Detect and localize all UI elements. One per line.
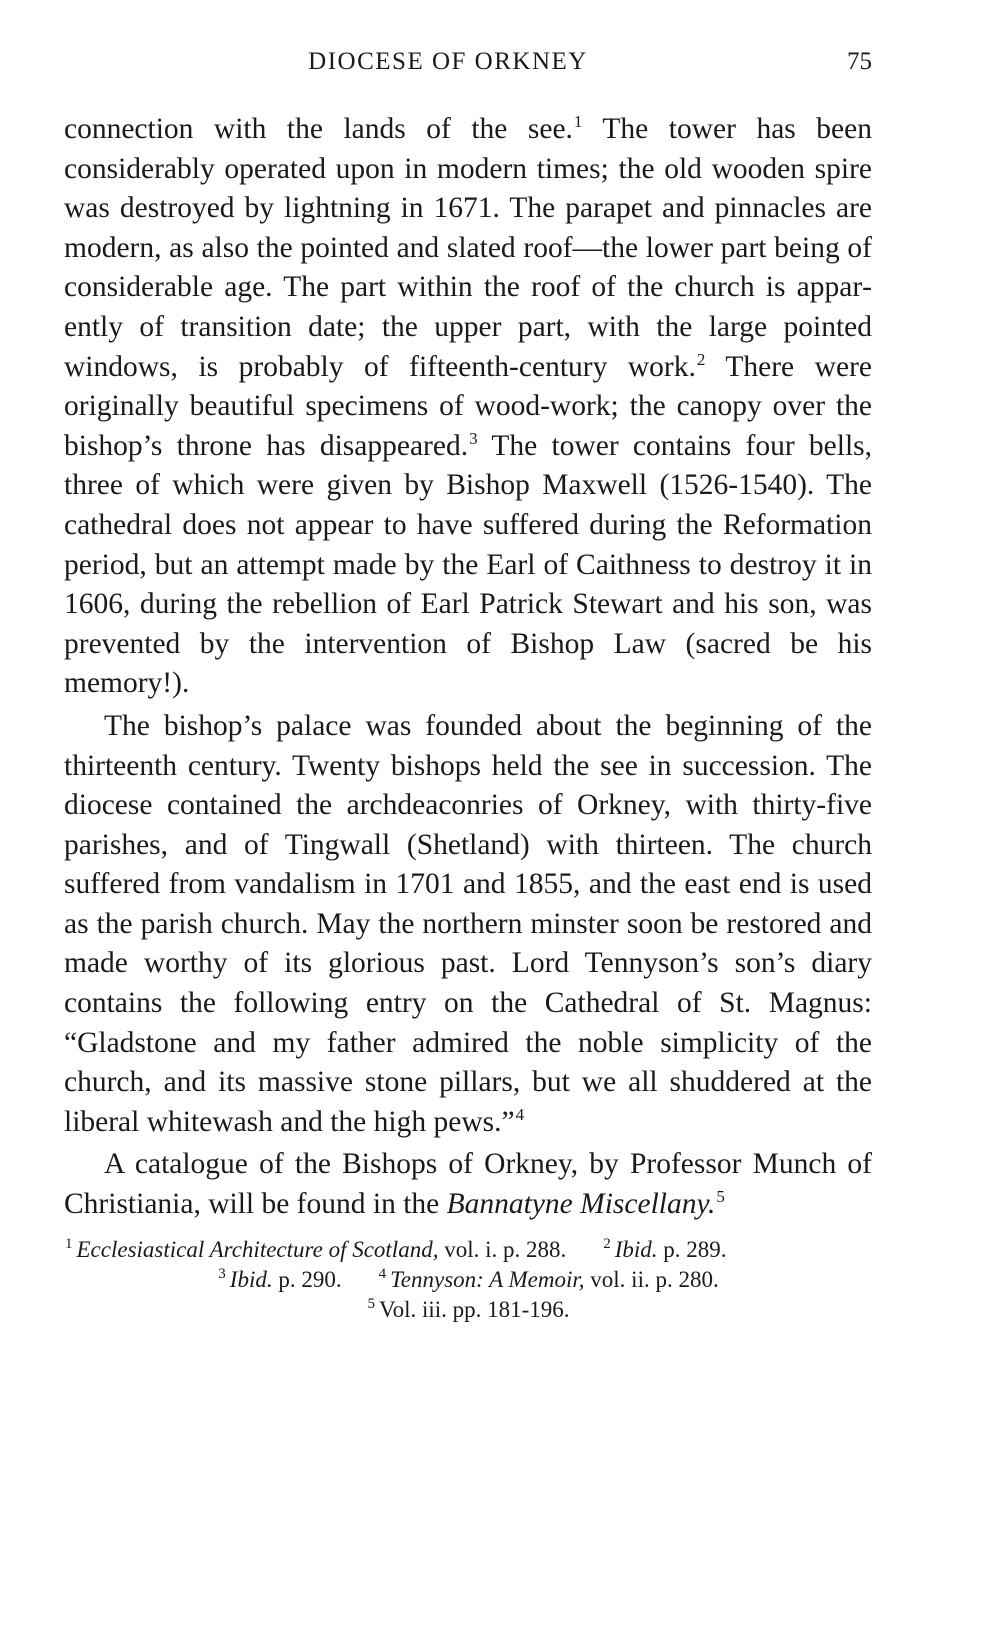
book-title-italic: Bannatyne Miscellany. [446, 1188, 716, 1221]
footnote-text: p. 289. [657, 1236, 727, 1262]
footnote-mark: 2 [603, 1235, 611, 1252]
footnote-title: Ecclesiastical Architecture of Scotland, [76, 1236, 439, 1262]
footnote-mark: 1 [65, 1235, 73, 1252]
footnotes [64, 1235, 872, 1325]
footnote-title: Ibid. [614, 1236, 658, 1262]
text-run: The tower contains four bells, three of which were given by Bishop Maxwell (1526-1540). The cathedral does not appear to have suffered during the Reformation period, but an attempt made by the Earl of Caithness to destroy it in 1606, during the rebellion of Earl Patrick Stewart and his son, was prevented by the intervention of Bishop Law (sacred be his memory!). [64, 429, 873, 700]
footnote-text: p. 290. [272, 1266, 342, 1292]
footnote-ref-3: 3 [469, 428, 478, 448]
footnote-line-1 [64, 1235, 872, 1265]
footnote-line-3 [64, 1295, 872, 1325]
footnote-ref-5: 5 [716, 1187, 725, 1207]
footnote-mark: 5 [367, 1295, 375, 1312]
paragraph-1 [64, 110, 872, 704]
book-page [64, 48, 872, 1325]
footnote-title: Tennyson: A Memoir, [390, 1266, 585, 1292]
text-run: A catalogue of the Bishops of Orkney, by Professor Munch of Christiania, will be found in the [64, 1148, 872, 1221]
text-run: There were originally beautiful specimens of wood-work; the canopy over the bishop’s throne has disappeared. [64, 350, 872, 462]
footnote-mark: 3 [218, 1265, 226, 1282]
paragraph-2 [64, 707, 872, 1143]
running-title: DIOCESE OF ORKNEY [308, 48, 588, 75]
footnote-text: Vol. iii. pp. 181-196. [378, 1296, 570, 1322]
footnote-mark: 4 [378, 1265, 387, 1282]
footnote-ref-4: 4 [515, 1104, 525, 1124]
footnote-text: vol. ii. p. 280. [584, 1266, 719, 1292]
footnote-text: vol. i. p. 288. [438, 1236, 567, 1262]
page-number: 75 [847, 48, 872, 75]
footnote-line-2 [64, 1265, 872, 1295]
paragraph-3 [64, 1145, 872, 1224]
text-run: The bishop’s palace was founded about the beginning of the thirteenth century. Twenty bishops held the see in succession. The diocese contained the archdeaconries of Orkney, with thirty-five parishes, and of Tingwall (Shetland) with thirteen. The church suffered from vandalism in 1701 and 1855, and the east end is used as the parish church. May the northern minster soon be restored and made worthy of its glorious past. Lord Tennyson’s son’s diary contains the following entry on the Cathedral of St. Magnus: “Gladstone and my father admired the noble simplicity of the church, and its massive stone pillars, but we all shuddered at the liberal whitewash and the high pews.” [64, 709, 872, 1138]
footnote-ref-1: 1 [573, 112, 583, 131]
text-run: connection with the lands of the see. [64, 113, 573, 145]
footnote-title: Ibid. [229, 1266, 273, 1292]
text-run: The tower has been considerably operated upon in modern times; the old wooden spire was destroyed by lightning in 1671. The parapet and pinnacles are modern, as also the pointed and slated roof—the lower part being of considerable age. The part within the roof of the church is apparently of transition date; the upper part, with the large pointed windows, is probably of fifteenth-century work. [64, 113, 872, 383]
running-header [64, 48, 872, 88]
body-text [64, 110, 872, 1225]
footnote-ref-2: 2 [696, 349, 706, 369]
